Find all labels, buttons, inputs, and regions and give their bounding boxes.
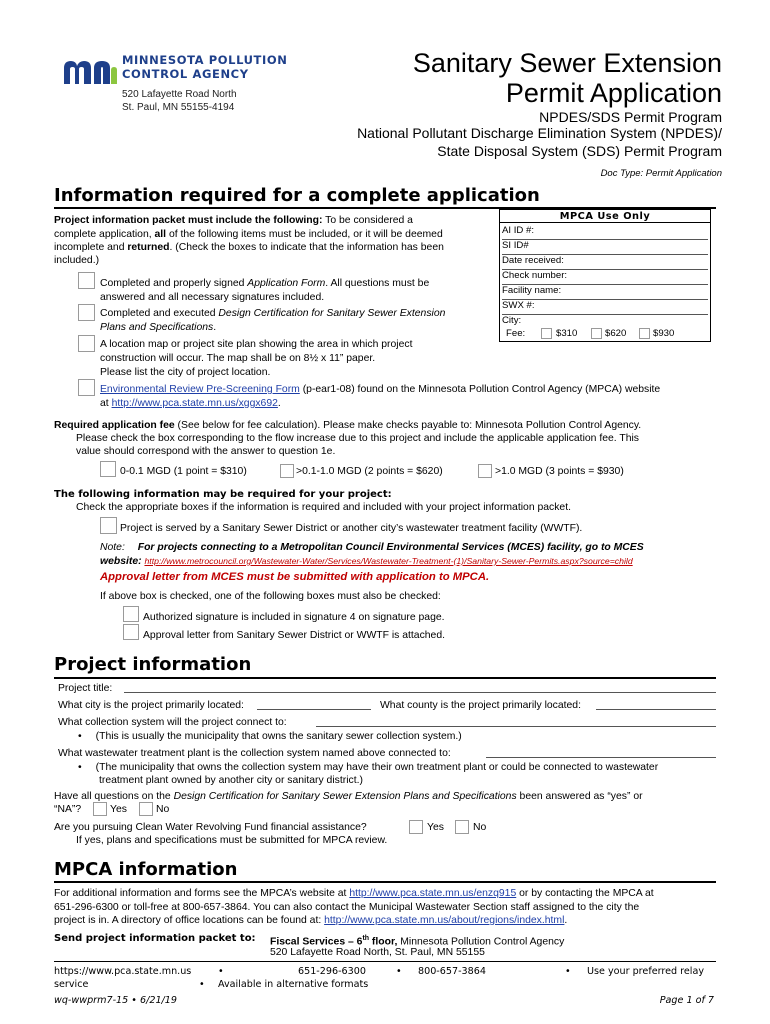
item4-line-1 [100,383,660,396]
footer-phone-2: 800-657-3864 [418,966,486,977]
send-sup: th [362,935,370,942]
project-city-label: What city is the project primarily located: [58,700,244,711]
authorized-signature-checkbox[interactable] [123,606,139,622]
cwrf-yes-checkbox[interactable] [409,820,423,834]
footer-relay: Use your preferred relay [587,966,705,977]
org-address-2: St. Paul, MN 55155-4194 [122,102,235,113]
checkbox-location-map[interactable] [78,335,95,352]
design-no-label: No [156,804,170,815]
page-title-line-2: Permit Application [505,78,722,108]
mpca-date-received-field[interactable] [502,254,708,270]
org-name-1: MINNESOTA POLLUTION [122,53,288,67]
mpca-info-heading: MPCA information [54,859,238,880]
collection-note [78,730,462,743]
item2-b: Design Certification for Sanitary Sewer Extension [218,308,446,319]
approval-letter-checkbox[interactable] [123,624,139,640]
send-rest: Minnesota Pollution Control Agency [397,936,565,948]
doc-type: Doc Type: Permit Application [600,168,722,179]
wwtp-input[interactable] [486,757,716,758]
wwtp-note-1-text: (The municipality that owns the collection system may have their own treatment plant or could be connected to wastewater [95,762,659,773]
mpca-info-heading-rule [54,881,716,883]
design-q-b: Design Certification for Sanitary Sewer Extension Plans and Specifications [173,791,517,802]
project-county-input[interactable] [596,709,716,710]
mpca-date-received-label: Date received: [502,255,564,266]
footer-bullet-4: • [199,979,205,990]
item4-line-2 [100,397,281,410]
collection-note-text: (This is usually the municipality that owns the sanitary sewer collection system.) [95,731,462,742]
note-line [100,541,644,554]
footer-form-id: wq-wwprm7-15 • 6/21/19 [54,995,177,1006]
item2-line-2 [100,321,216,334]
maybe-line-1: Check the appropriate boxes if the information is required and included with your project information packet. [76,502,571,513]
item1-line-2: answered and all necessary signatures included. [100,292,325,303]
if-checked-line: If above box is checked, one of the following boxes must also be checked: [100,591,441,602]
mpca-ai-id-label: AI ID #: [502,225,534,236]
subtitle-line-3: State Disposal System (SDS) Permit Program [437,143,722,159]
page-title-line-1: Sanitary Sewer Extension [412,48,722,78]
fee-option-3-label: >1.0 MGD (3 points = $930) [495,466,624,477]
fee-option-2-label: >0.1-1.0 MGD (2 points = $620) [296,466,443,477]
send-packet-address: 520 Lafayette Road North, St. Paul, MN 55155 [270,947,485,958]
sewer-district-checkbox[interactable] [100,517,117,534]
item2-a: Completed and executed [100,308,219,319]
info-intro-bold: Project information packet must include the following: [54,215,323,226]
item3-line-1: A location map or project site plan showing the area in which project [100,339,413,350]
item1-line-1 [100,277,429,290]
send-bold: Fiscal Services – 6 [270,936,363,948]
authorized-signature-label: Authorized signature is included in signature 4 on signature page. [143,612,445,623]
item1-c: . All questions must be [325,278,430,289]
item3-line-2: construction will occur. The map shall be on 8½ x 11” paper. [100,353,376,364]
info-intro-3c: . (Check the boxes to indicate that the information has been [169,242,444,253]
item2-d: . [213,322,217,333]
enzq915-link[interactable]: http://www.pca.state.mn.us/enzq915 [349,888,517,899]
wwtp-bullet: • [78,762,82,773]
cwrf-question: Are you pursuing Clean Water Revolving Fund financial assistance? [54,822,367,833]
footer-site-2: service [54,979,89,990]
info-intro-2b: all [154,229,167,240]
mpca-fee-930-label: $930 [653,328,675,339]
info-heading: Information required for a complete application [54,185,540,206]
fee-line-1-text: (See below for fee calculation). Please make checks payable to: Minnesota Pollution Control Agency. [174,420,642,431]
mpca-info-1a: For additional information and forms see the MPCA’s website at [54,888,350,899]
mpca-check-number-label: Check number: [502,270,568,281]
info-intro-2a: complete application, [54,229,155,240]
mpca-ai-id-field[interactable] [502,224,708,240]
cwrf-no-checkbox[interactable] [455,820,469,834]
project-heading: Project information [54,654,252,675]
item1-a: Completed and properly signed [100,278,248,289]
xggx692-link[interactable]: http://www.pca.state.mn.us/xggx692 [111,398,278,409]
fee-line-1 [54,419,641,432]
mpca-si-id-label: SI ID# [502,240,529,251]
mpca-fee-930-checkbox[interactable] [639,328,650,339]
mpca-fee-310-label: $310 [556,328,578,339]
info-intro-4: included.) [54,255,100,266]
fee-option-3-checkbox[interactable] [478,464,492,478]
footer-alt-formats: Available in alternative formats [218,979,369,990]
mpca-fee-label: Fee: [506,328,526,339]
checkbox-environmental-review[interactable] [78,379,95,396]
wwtp-note-1 [78,761,658,774]
mpca-info-3a: project is in. A directory of office locations can be found at: [54,915,325,926]
design-q-c: been answered as “yes” or [516,791,643,802]
mpca-facility-name-field[interactable] [502,284,708,300]
environmental-review-form-link[interactable]: Environmental Review Pre-Screening Form [100,384,300,395]
item1-b: Application Form [247,278,326,289]
mpca-info-1b: or by contacting the MPCA at [516,888,654,899]
design-no-checkbox[interactable] [139,802,153,816]
mpca-logo-mark [62,58,120,86]
footer-bullet-3: • [565,966,571,977]
note-label: Note: [100,542,125,553]
collection-bullet: • [78,731,82,742]
info-intro-1 [54,214,413,227]
subtitle-line-1: NPDES/SDS Permit Program [539,109,722,125]
item3-line-3: Please list the city of project location. [100,367,271,378]
cwrf-yes-label: Yes [427,822,444,833]
wwtp-label: What wastewater treatment plant is the collection system named above connected to: [58,748,451,759]
mpca-fee-620-checkbox[interactable] [591,328,602,339]
mpca-si-id-field[interactable] [502,239,708,255]
info-intro-3a: incomplete and [54,242,128,253]
project-title-input[interactable] [124,692,716,693]
fee-line-3: value should correspond with the answer to question 1e. [76,446,336,457]
checkbox-design-certification[interactable] [78,304,95,321]
maybe-lead: The following information may be required for your project: [54,489,392,500]
mpca-info-3b: . [564,915,568,926]
design-yes-checkbox[interactable] [93,802,107,816]
project-heading-rule [54,677,716,679]
footer-rule [54,961,716,962]
send-bold-2: floor, [369,936,398,948]
fee-option-1-checkbox[interactable] [100,461,116,477]
sewer-district-label: Project is served by a Sanitary Sewer District or another city’s wastewater treatment facility (WWTF). [120,523,583,534]
item2-line-1 [100,307,445,320]
collection-system-label: What collection system will the project connect to: [58,717,287,728]
project-county-label: What county is the project primarily located: [380,700,581,711]
info-intro-3 [54,241,444,254]
info-intro-3b: returned [127,242,170,253]
send-packet-label: Send project information packet to: [54,933,256,944]
org-address-1: 520 Lafayette Road North [122,89,237,100]
fee-line-2: Please check the box corresponding to the flow increase due to this project and include the applicable application fee. This [76,433,639,444]
subtitle-line-2: National Pollutant Discharge Elimination System (NPDES)/ [357,125,722,141]
item4-b: at [100,398,112,409]
mpca-info-line-1 [54,887,654,900]
mpca-info-line-3 [54,914,567,927]
org-name-2: CONTROL AGENCY [122,67,249,81]
project-title-label: Project title: [58,683,113,694]
footer-site-1[interactable]: https://www.pca.state.mn.us [54,966,192,977]
mpca-city-label: City: [502,315,522,326]
item4-c: . [277,398,281,409]
mpca-swx-label: SWX #: [502,300,535,311]
design-q-a: Have all questions on the [54,791,174,802]
approval-letter-label: Approval letter from Sanitary Sewer District or WWTF is attached. [143,630,445,641]
regions-link[interactable]: http://www.pca.state.mn.us/about/regions/index.html [324,915,565,926]
wwtp-note-2: treatment plant owned by another city or sanitary district.) [99,775,363,786]
mpca-use-only-title: MPCA Use Only [559,211,651,222]
cwrf-no-label: No [473,822,487,833]
mpca-logo [62,52,302,122]
website-line [100,555,633,568]
footer-phone-1: 651-296-6300 [298,966,366,977]
mpca-fee-620-label: $620 [605,328,627,339]
cwrf-note: If yes, plans and specifications must be submitted for MPCA review. [76,835,388,846]
design-q-d: “NA”? [54,804,82,815]
mces-website-link[interactable]: http://www.metrocouncil.org/Wastewater-Water/Services/Wastewater-Treatment-(1)/Sanitary-Sewer-Permits.aspx?source=child [144,556,633,566]
footer-page-number: Page 1 of 7 [659,995,714,1006]
item2-c: Plans and Specifications [100,322,214,333]
website-label: website: [100,556,142,567]
fee-option-2-checkbox[interactable] [280,464,294,478]
fee-lead: Required application fee [54,420,175,431]
info-intro-2c: of the following items must be included, or it will be deemed [166,229,443,240]
note-text: For projects connecting to a Metropolitan Council Environmental Services (MCES) facility, go to MCES [137,542,644,553]
info-intro-2 [54,228,443,241]
mpca-facility-name-label: Facility name: [502,285,562,296]
info-intro-1-text: To be considered a [322,215,413,226]
mpca-check-number-field[interactable] [502,269,708,285]
mpca-info-line-2: 651-296-6300 or toll-free at 800-657-3864. You can also contact the Municipal Wastewater Section staff assigned to the city the [54,902,640,913]
project-city-input[interactable] [257,709,371,710]
mpca-fee-310-checkbox[interactable] [541,328,552,339]
fee-option-1-label: 0-0.1 MGD (1 point = $310) [120,466,247,477]
approval-warning: Approval letter from MCES must be submitted with application to MPCA. [100,571,490,583]
mpca-use-only-title-rule [499,222,711,223]
footer-bullet-2: • [396,966,402,977]
checkbox-application-form[interactable] [78,272,95,289]
mpca-swx-field[interactable] [502,299,708,315]
footer-bullet-1: • [218,966,224,977]
collection-system-input[interactable] [316,726,716,727]
design-yes-label: Yes [110,804,127,815]
item4-a: (p-ear1-08) found on the Minnesota Pollution Control Agency (MPCA) website [299,384,661,395]
